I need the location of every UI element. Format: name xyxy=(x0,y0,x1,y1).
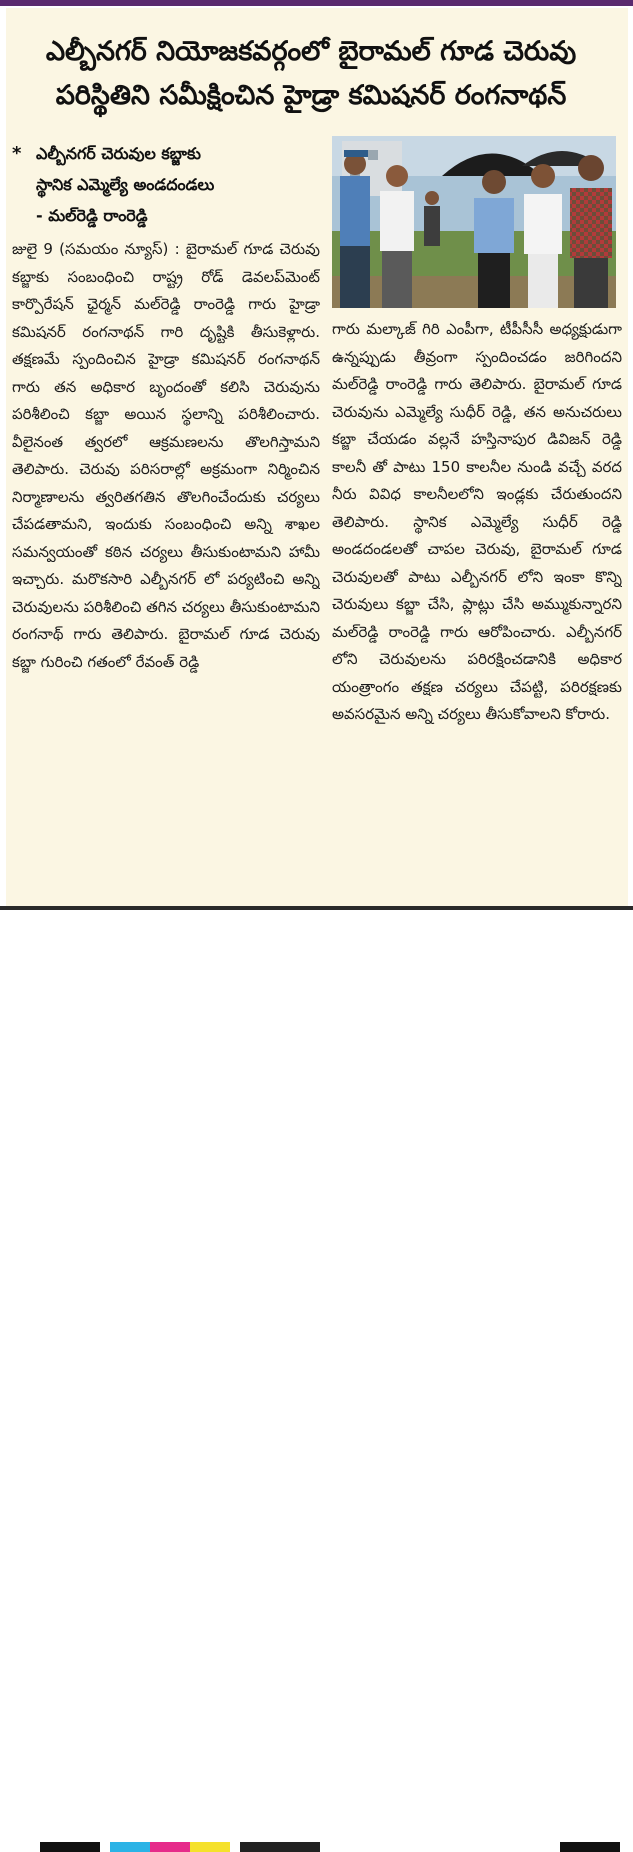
headline-line-1: ఎల్బీనగర్ నియోజకవర్గంలో బైరామల్ గూడ చెరువు xyxy=(45,36,577,67)
news-photo-icon xyxy=(332,136,616,308)
article-column-right: గారు మల్కాజ్ గిరి ఎంపీగా, టీపీసీసీ అధ్యక్షుడుగా ఉన్నప్పుడు తీవ్రంగా స్పందించడం జరిగిందని మల్‌రెడ్డి రాంరెడ్డి గారు తెలిపారు. బైరామల్ గూడ చెరువును ఎమ్మెల్యే సుధీర్ రెడ్డి, తన అనుచరులు కబ్జా చేయడం వల్లనే హస్తినాపుర డివిజన్ రెడ్డి కాలనీ తో పాటు 150 కాలనీల నుండి వచ్చే వరద నీరు వివిధ కాలనీలలోని ఇండ్లకు చేరుతుందని తెలిపారు. స్థానిక ఎమ్మెల్యే సుధీర్ రెడ్డి అండదండలతో చాపల చెరువు, బైరామల్ గూడ చెరువులతో పాటు ఎల్బీనగర్ లోని ఇంకా కొన్ని చెరువులు కబ్జా చేసి, ప్లాట్లు చేసి అమ్ముకున్నారని మల్‌రెడ్డి రాంరెడ్డి గారు ఆరోపించారు. ఎల్బీనగర్ లోని చెరువులను పరిరక్షించడానికి అధికార యంత్రాంగం తక్షణ చర్యలు చేపట్టి, పరిరక్షణకు అవసరమైన అన్ని చర్యలు తీసుకోవాలని కోరారు. xyxy=(332,320,622,723)
bullet-line-3: - మల్‌రెడ్డి రాంరెడ్డి xyxy=(36,206,148,225)
top-border-bar xyxy=(0,0,633,6)
article-column-left: జులై 9 (సమయం న్యూస్) : బైరామల్ గూడ చెరువు కబ్జాకు సంబంధించి రాష్ట్ర రోడ్ డెవలప్‌మెంట్ కార్పొరేషన్ ఛైర్మన్ మల్‌రెడ్డి రాంరెడ్డి గారు హైడ్రా కమిషనర్ రంగనాథన్ గారి దృష్టికి తీసుకెళ్లారు. తక్షణమే స్పందించిన హైడ్రా కమిషనర్ రంగనాథన్ గారు తన అధికార బృందంతో కలిసి చెరువును పరిశీలించి కబ్జా అయిన స్థలాన్ని పరిశీలించారు. వీలైనంత త్వరలో ఆక్రమణలను తొలగిస్తామని తెలిపారు. చెరువు పరిసరాల్లో అక్రమంగా నిర్మించిన నిర్మాణాలను త్వరితగతిన తొలగించేందుకు చర్యలు చేపడతామని, ఇందుకు సంబంధించి అన్ని శాఖల సమన్వయంతో కఠిన చర్యలు తీసుకుంటామని హామీ ఇచ్చారు. మరొకసారి ఎల్బీనగర్ లో పర్యటించి అన్ని చెరువులను పరిశీలించి తగిన చర్యలు తీసుకుంటామని రంగనాథ్ గారు తెలిపారు. బైరామల్ గూడ చెరువు కబ్జా గురించి గతంలో రేవంత్ రెడ్డి xyxy=(12,240,320,671)
swatch-black xyxy=(40,1842,100,1852)
headline-line-2: పరిస్థితిని సమీక్షించిన హైడ్రా కమిషనర్ రంగనాథన్ xyxy=(55,80,567,111)
swatch-yellow xyxy=(190,1842,230,1852)
print-color-strip xyxy=(0,912,633,940)
swatch-dark xyxy=(240,1842,320,1852)
bottom-border-bar xyxy=(0,906,633,910)
bullet-star-icon: * xyxy=(12,143,22,164)
swatch-cyan xyxy=(110,1842,150,1852)
bullet-line-2: స్థానిక ఎమ్మెల్యే అండదండలు xyxy=(36,175,215,194)
swatch-magenta xyxy=(150,1842,190,1852)
highlight-bullet xyxy=(12,138,312,231)
swatch-black-right xyxy=(560,1842,620,1852)
bullet-line-1: ఎల్బీనగర్ చెరువుల కబ్జాకు xyxy=(36,144,201,163)
headline xyxy=(8,30,614,118)
